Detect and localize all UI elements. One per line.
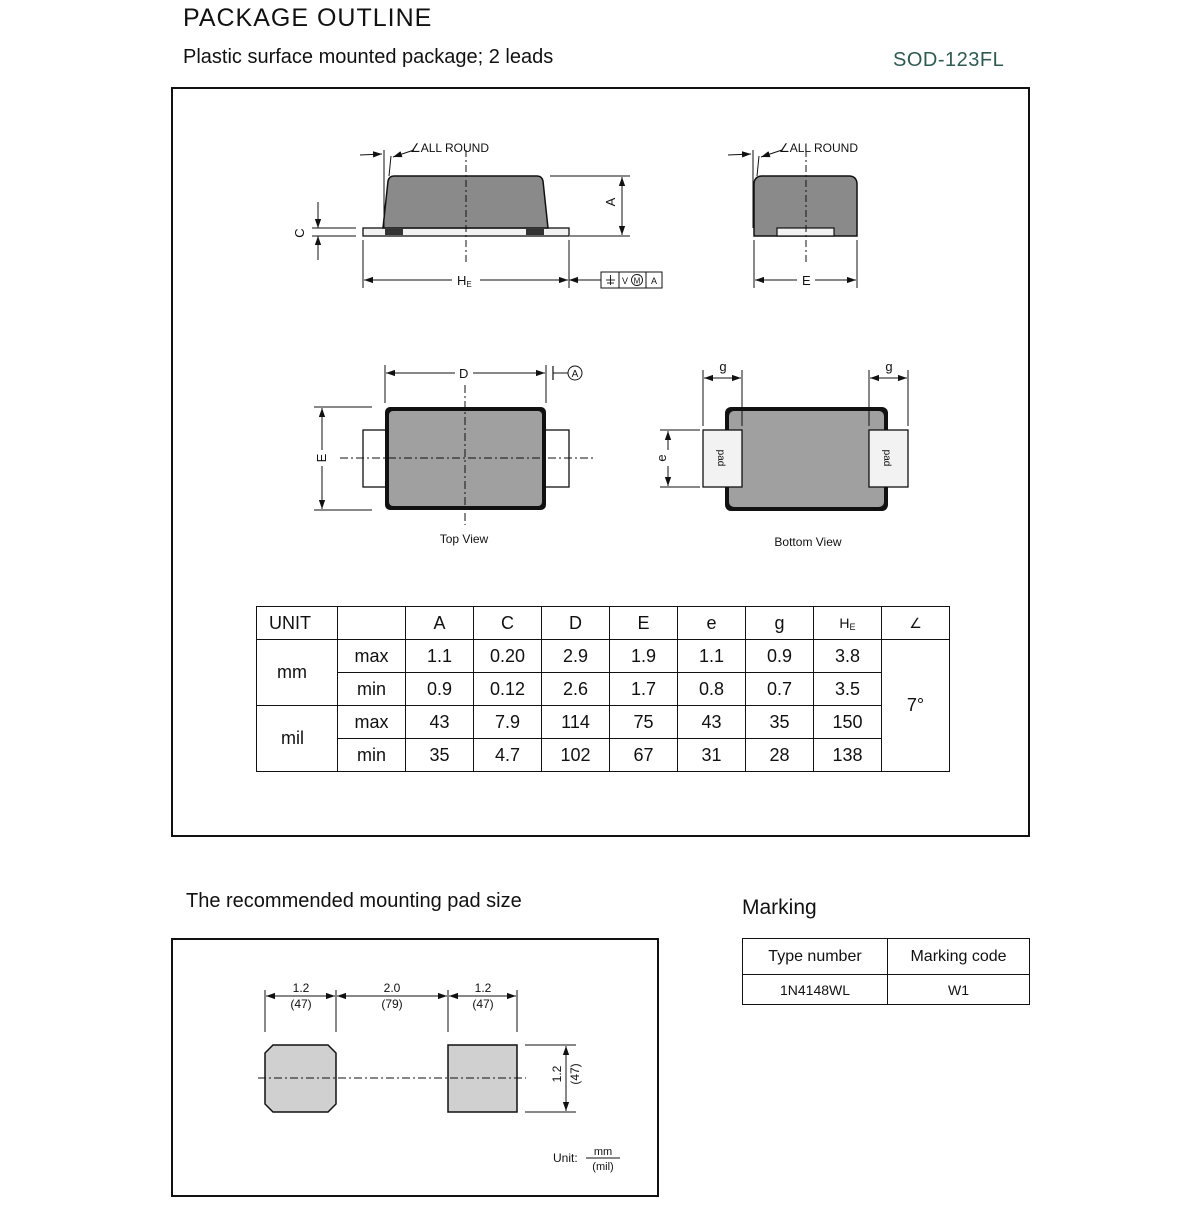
table-row	[257, 640, 950, 673]
table-cell: 0.20	[474, 640, 542, 673]
package-code: SOD-123FL	[893, 49, 1005, 71]
marking-title: Marking	[742, 896, 817, 919]
dim-a-label: A	[603, 197, 618, 207]
table-cell: 1.1	[406, 640, 474, 673]
pad-width2-mm: 1.2	[474, 981, 492, 995]
table-header-row	[257, 607, 950, 640]
table-cell: 150	[814, 706, 882, 739]
all-round-label-end: ∠ALL ROUND	[779, 141, 858, 155]
top-view	[314, 365, 593, 546]
mounting-title: The recommended mounting pad size	[186, 890, 522, 912]
page-subtitle: Plastic surface mounted package; 2 leads	[183, 46, 554, 68]
bottom-view	[654, 359, 908, 549]
pad-width-mil: (47)	[290, 997, 312, 1011]
side-view	[292, 141, 662, 289]
dim-e-label: E	[802, 273, 811, 288]
dim-he-main: H	[457, 273, 467, 288]
pad-width2-mil: (47)	[472, 997, 494, 1011]
table-cell: 0.9	[406, 673, 474, 706]
table-row	[743, 975, 1030, 1005]
dim-g-left-label: g	[719, 359, 727, 374]
row-label: max	[338, 640, 406, 673]
dim-g-right-label: g	[885, 359, 893, 374]
table-cell: 4.7	[474, 739, 542, 772]
marking-col-code: Marking code	[888, 939, 1030, 975]
top-view-caption: Top View	[439, 532, 489, 546]
table-cell: 31	[678, 739, 746, 772]
table-cell: 0.12	[474, 673, 542, 706]
unit-mm: mm	[257, 640, 338, 706]
end-view	[728, 141, 858, 288]
table-cell: 3.8	[814, 640, 882, 673]
pad-height-mm: 1.2	[550, 1065, 564, 1083]
table-cell: 0.9	[746, 640, 814, 673]
pad-height-mil: (47)	[568, 1063, 582, 1085]
table-cell: 2.9	[542, 640, 610, 673]
header-blank	[338, 607, 406, 640]
all-round-label-side: ∠ALL ROUND	[410, 141, 489, 155]
dim-c-label: C	[292, 228, 307, 238]
table-cell: 0.8	[678, 673, 746, 706]
svg-text:HE	[457, 273, 472, 289]
table-cell: 43	[678, 706, 746, 739]
type-number: 1N4148WL	[743, 975, 888, 1005]
row-label: max	[338, 706, 406, 739]
unit-label: Unit:	[553, 1151, 578, 1165]
tolerance-datum: A	[650, 276, 658, 286]
header-a: A	[406, 607, 474, 640]
header-unit: UNIT	[257, 607, 338, 640]
row-label: min	[338, 673, 406, 706]
dim-d-label: D	[459, 366, 469, 381]
unit-mil: mil	[257, 706, 338, 772]
dimensions-table	[256, 606, 950, 772]
pad-label-left: pad	[715, 449, 726, 467]
marking-code: W1	[888, 975, 1030, 1005]
page-title: PACKAGE OUTLINE	[183, 4, 433, 32]
pad-label-right: pad	[881, 449, 892, 467]
table-cell: 102	[542, 739, 610, 772]
tolerance-m: M	[633, 276, 641, 286]
side-view-lead-bond-left	[385, 229, 403, 235]
table-row	[257, 739, 950, 772]
table-cell: 3.5	[814, 673, 882, 706]
dim-e-top-label: E	[314, 453, 329, 463]
header-he: $H_E$	[814, 607, 882, 640]
table-cell: 7.9	[474, 706, 542, 739]
table-cell: 43	[406, 706, 474, 739]
table-row	[257, 706, 950, 739]
angle-value: 7°	[882, 640, 950, 772]
table-cell: 2.6	[542, 673, 610, 706]
table-cell: 35	[746, 706, 814, 739]
row-label: min	[338, 739, 406, 772]
header-d: D	[542, 607, 610, 640]
header-small-e: e	[678, 607, 746, 640]
dim-he-sub: E	[466, 280, 472, 289]
gap-mil: (79)	[381, 997, 403, 1011]
header-c: C	[474, 607, 542, 640]
header-g: g	[746, 607, 814, 640]
marking-header-row	[743, 939, 1030, 975]
table-cell: 1.1	[678, 640, 746, 673]
table-row	[257, 673, 950, 706]
unit-bottom: (mil)	[592, 1161, 614, 1173]
table-cell: 35	[406, 739, 474, 772]
gap-mm: 2.0	[383, 981, 401, 995]
mounting-pad-drawing	[258, 981, 620, 1173]
table-cell: 28	[746, 739, 814, 772]
marking-table	[742, 938, 1030, 1005]
table-cell: 75	[610, 706, 678, 739]
unit-top: mm	[593, 1146, 613, 1158]
header-angle: ∠	[882, 607, 950, 640]
marking-col-type: Type number	[743, 939, 888, 975]
table-cell: 114	[542, 706, 610, 739]
bottom-view-caption: Bottom View	[774, 535, 842, 549]
datum-a-label: A	[571, 369, 579, 380]
position-tolerance-icon	[606, 275, 615, 285]
pad-width-mm: 1.2	[292, 981, 310, 995]
table-cell: 138	[814, 739, 882, 772]
table-cell: 1.7	[610, 673, 678, 706]
tolerance-v: V	[622, 276, 629, 286]
table-cell: 67	[610, 739, 678, 772]
dim-small-e-label: e	[654, 454, 669, 462]
table-cell: 0.7	[746, 673, 814, 706]
side-view-lead-bond-right	[526, 229, 544, 235]
table-cell: 1.9	[610, 640, 678, 673]
header-e: E	[610, 607, 678, 640]
